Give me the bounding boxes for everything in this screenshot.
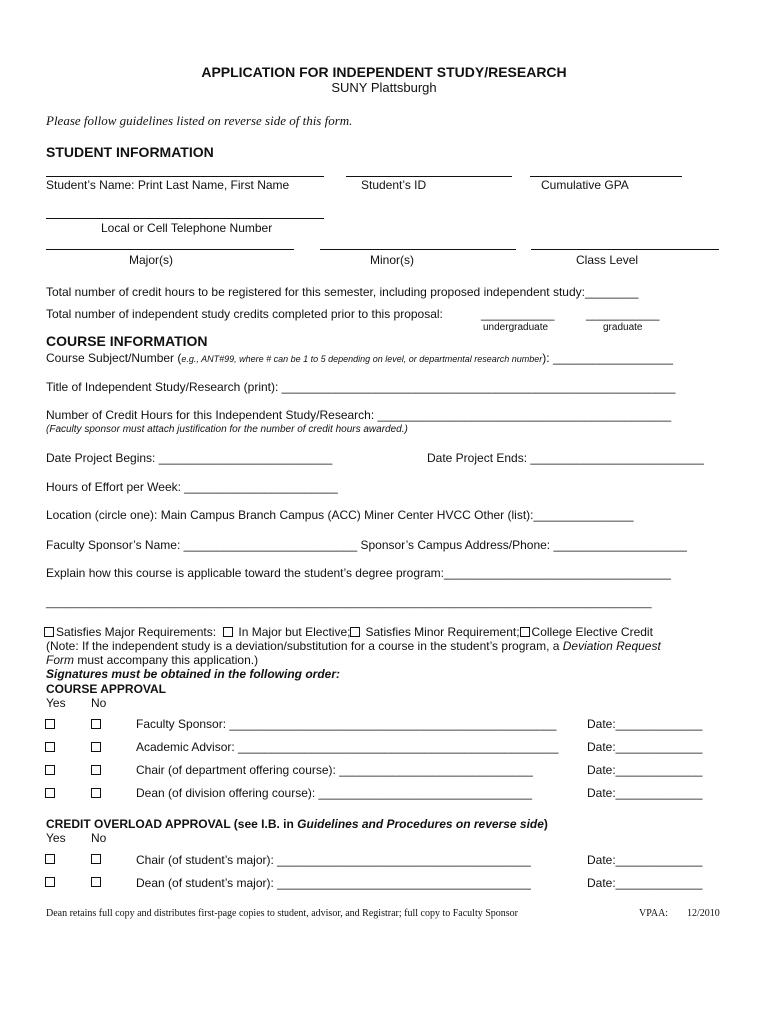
- division-dean-signature-field[interactable]: Dean (of division offering course): ________________________________: [136, 786, 533, 800]
- college-elective-label: College Elective Credit: [531, 625, 653, 639]
- credit-hours-note: (Faculty sponsor must attach justification for the number of credit hours awarded.): [46, 424, 408, 435]
- requirement-options: [44, 625, 653, 639]
- deviation-form-name-cont: Form: [46, 653, 74, 667]
- revision-date: 12/2010: [687, 908, 720, 919]
- faculty-sponsor-no-checkbox[interactable]: [91, 719, 101, 729]
- phone-field[interactable]: [46, 218, 324, 219]
- minor-requirement-label: Satisfies Minor Requirement;: [365, 625, 520, 639]
- major-chair-yes-checkbox[interactable]: [45, 854, 55, 864]
- degree-applicability-line[interactable]: ___________________________________________________________________________________________________: [46, 597, 652, 609]
- minor-field[interactable]: [320, 249, 516, 250]
- course-title-field[interactable]: Title of Independent Study/Research (print): ___________________________________________________________: [46, 380, 676, 394]
- undergraduate-credits-field[interactable]: ___________: [481, 307, 555, 321]
- graduate-label: graduate: [603, 322, 643, 333]
- academic-advisor-signature-field[interactable]: Academic Advisor: ________________________________________________: [136, 740, 559, 754]
- academic-advisor-no-checkbox[interactable]: [91, 742, 101, 752]
- location-options[interactable]: Location (circle one): Main Campus Branch Campus (ACC) Miner Center HVCC Other (list):_______________: [46, 508, 634, 522]
- date-begins-field[interactable]: Date Project Begins: __________________________: [46, 451, 333, 465]
- overload-guidelines-ref: Guidelines and Procedures on reverse side: [297, 817, 544, 831]
- college-elective-checkbox[interactable]: [520, 627, 530, 637]
- total-credit-hours-field[interactable]: Total number of credit hours to be registered for this semester, including proposed independent study:________: [46, 285, 639, 299]
- vpaa-label: VPAA:: [639, 908, 669, 919]
- major-chair-signature-field[interactable]: Chair (of student’s major): ______________________________________: [136, 853, 531, 867]
- form-subtitle: SUNY Plattsburgh: [331, 80, 437, 95]
- minor-label: Minor(s): [370, 253, 414, 267]
- student-id-label: Student’s ID: [361, 178, 427, 192]
- class-level-field[interactable]: [531, 249, 719, 250]
- date-ends-field[interactable]: Date Project Ends: __________________________: [427, 451, 704, 465]
- academic-advisor-yes-checkbox[interactable]: [45, 742, 55, 752]
- major-elective-label: In Major but Elective;: [238, 625, 351, 639]
- approval-yes-header: Yes: [46, 696, 66, 710]
- degree-applicability-field[interactable]: Explain how this course is applicable toward the student’s degree program:__________________________________: [46, 566, 671, 580]
- deviation-note: [46, 639, 661, 653]
- faculty-sponsor-yes-checkbox[interactable]: [45, 719, 55, 729]
- major-requirements-checkbox[interactable]: [44, 627, 54, 637]
- gpa-field[interactable]: [530, 176, 682, 177]
- major-dean-no-checkbox[interactable]: [91, 877, 101, 887]
- overload-no-header: No: [91, 831, 107, 845]
- major-chair-no-checkbox[interactable]: [91, 854, 101, 864]
- phone-label: Local or Cell Telephone Number: [101, 221, 273, 235]
- overload-heading-text: CREDIT OVERLOAD APPROVAL (see I.B. in: [46, 817, 298, 831]
- approval-no-header: No: [91, 696, 107, 710]
- distribution-note: Dean retains full copy and distributes first-page copies to student, advisor, and Registrar; full copy to Faculty Sponsor: [46, 908, 519, 919]
- undergraduate-label: undergraduate: [483, 322, 549, 333]
- instructions-text: Please follow guidelines listed on reverse side of this form.: [46, 113, 353, 128]
- gpa-label: Cumulative GPA: [541, 178, 629, 192]
- class-level-label: Class Level: [576, 253, 639, 267]
- faculty-sponsor-signature-field[interactable]: Faculty Sponsor: _________________________________________________: [136, 717, 557, 731]
- form-title: APPLICATION FOR INDEPENDENT STUDY/RESEARCH: [201, 64, 567, 80]
- major-chair-date-field[interactable]: Date:_____________: [587, 853, 703, 867]
- deviation-note-cont: [46, 653, 258, 667]
- academic-advisor-date-field[interactable]: Date:_____________: [587, 740, 703, 754]
- deviation-note-text: (Note: If the independent study is a deviation/substitution for a course in the student’s program, a: [46, 639, 563, 653]
- dept-chair-no-checkbox[interactable]: [91, 765, 101, 775]
- graduate-credits-field[interactable]: ___________: [586, 307, 660, 321]
- student-name-field[interactable]: [46, 176, 324, 177]
- credit-hours-field[interactable]: Number of Credit Hours for this Independent Study/Research: ____________________________________________: [46, 408, 672, 422]
- major-dean-signature-field[interactable]: Dean (of student’s major): ______________________________________: [136, 876, 531, 890]
- course-subject-example: e.g., ANT#99, where # can be 1 to 5 depending on level, or departmental research number: [181, 354, 543, 364]
- hours-effort-field[interactable]: Hours of Effort per Week: _______________________: [46, 480, 338, 494]
- course-subject-field[interactable]: [46, 351, 673, 366]
- major-dean-yes-checkbox[interactable]: [45, 877, 55, 887]
- division-dean-no-checkbox[interactable]: [91, 788, 101, 798]
- student-name-label: Student’s Name: Print Last Name, First Name: [46, 178, 290, 192]
- prior-credits-label: Total number of independent study credits completed prior to this proposal:: [46, 307, 443, 321]
- deviation-note-tail: must accompany this application.): [74, 653, 259, 667]
- faculty-sponsor-name-field[interactable]: Faculty Sponsor’s Name: __________________________ Sponsor’s Campus Address/Phone: ____________________: [46, 538, 687, 552]
- signatures-order-note: Signatures must be obtained in the following order:: [46, 667, 341, 681]
- overload-yes-header: Yes: [46, 831, 66, 845]
- dept-chair-date-field[interactable]: Date:_____________: [587, 763, 703, 777]
- course-approval-heading: COURSE APPROVAL: [46, 682, 167, 696]
- dept-chair-yes-checkbox[interactable]: [45, 765, 55, 775]
- student-id-field[interactable]: [346, 176, 512, 177]
- minor-requirement-checkbox[interactable]: [350, 627, 360, 637]
- major-elective-checkbox[interactable]: [223, 627, 233, 637]
- major-label: Major(s): [129, 253, 173, 267]
- deviation-form-name: Deviation Request: [562, 639, 661, 653]
- course-subject-label: Course Subject/Number (: [46, 351, 182, 365]
- student-info-heading: STUDENT INFORMATION: [46, 144, 214, 160]
- overload-heading-close: ): [543, 817, 548, 831]
- course-subject-blank: ): __________________: [542, 351, 674, 365]
- overload-approval-heading: [46, 817, 548, 831]
- major-requirements-label: Satisfies Major Requirements:: [56, 625, 217, 639]
- major-dean-date-field[interactable]: Date:_____________: [587, 876, 703, 890]
- major-field[interactable]: [46, 249, 294, 250]
- dept-chair-signature-field[interactable]: Chair (of department offering course): _____________________________: [136, 763, 533, 777]
- division-dean-yes-checkbox[interactable]: [45, 788, 55, 798]
- course-info-heading: COURSE INFORMATION: [46, 333, 208, 349]
- faculty-sponsor-date-field[interactable]: Date:_____________: [587, 717, 703, 731]
- division-dean-date-field[interactable]: Date:_____________: [587, 786, 703, 800]
